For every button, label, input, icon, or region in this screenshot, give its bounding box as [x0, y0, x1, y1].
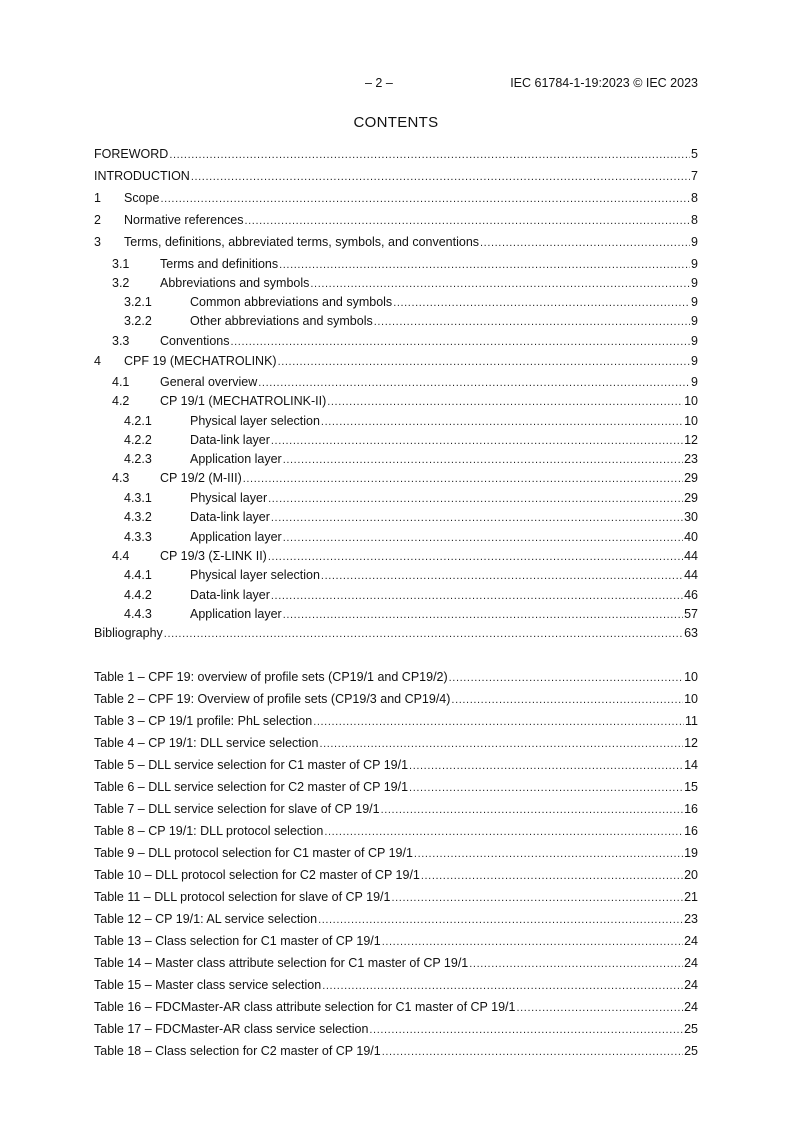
toc-entry-4-3-3[interactable] [94, 529, 698, 545]
dot-leader [164, 626, 683, 642]
toc-entry-4-4[interactable] [94, 548, 698, 564]
toc-entry-bibliography[interactable] [94, 625, 698, 641]
toc-entry-page: 9 [691, 295, 698, 309]
table-list-entry[interactable] [94, 779, 698, 795]
toc-entry-number: 1 [94, 191, 101, 205]
table-list-entry[interactable] [94, 757, 698, 773]
table-entry-page: 24 [684, 978, 698, 992]
table-entry-page: 12 [684, 736, 698, 750]
toc-entry-text: Application layer [190, 607, 282, 621]
table-entry-text: Table 9 – DLL protocol selection for C1 master of CP 19/1 [94, 846, 413, 860]
dot-leader [409, 780, 683, 796]
dot-leader [369, 1022, 683, 1038]
toc-entry-page: 30 [684, 510, 698, 524]
toc-entry-page: 9 [691, 375, 698, 389]
toc-entry-number: 4 [94, 354, 101, 368]
toc-entry-text: Physical layer selection [190, 414, 320, 428]
toc-entry-text: Bibliography [94, 626, 163, 640]
toc-entry-text: CPF 19 (MECHATROLINK) [124, 354, 277, 368]
standard-reference: IEC 61784-1-19:2023 © IEC 2023 [510, 76, 698, 90]
table-list-entry[interactable] [94, 691, 698, 707]
dot-leader [160, 191, 690, 207]
toc-entry-4-4-1[interactable] [94, 567, 698, 583]
toc-entry-number: 4.4.3 [124, 607, 152, 621]
toc-entry-number: 4.2.2 [124, 433, 152, 447]
toc-entry-page: 46 [684, 588, 698, 602]
toc-entry-1[interactable] [94, 190, 698, 206]
toc-entry-page: 10 [684, 414, 698, 428]
page-title: CONTENTS [353, 114, 439, 131]
table-list-entry[interactable] [94, 823, 698, 839]
toc-entry-number: 4.3 [112, 471, 130, 485]
table-list-entry[interactable] [94, 801, 698, 817]
toc-entry-number: 4.3.3 [124, 530, 152, 544]
toc-entry-3[interactable] [94, 234, 698, 250]
table-entry-page: 24 [684, 956, 698, 970]
toc-entry-number: 4.2.3 [124, 452, 152, 466]
toc-entry-introduction[interactable] [94, 168, 698, 184]
dot-leader [245, 213, 691, 229]
toc-entry-2[interactable] [94, 212, 698, 228]
toc-entry-page: 12 [684, 433, 698, 447]
table-entry-text: Table 17 – FDCMaster-AR class service selection [94, 1022, 369, 1036]
toc-entry-page: 63 [684, 626, 698, 640]
dot-leader [516, 1000, 683, 1016]
dot-leader [469, 956, 683, 972]
dot-leader [374, 314, 690, 330]
table-list-entry[interactable] [94, 735, 698, 751]
toc-entry-text: Terms and definitions [160, 257, 279, 271]
table-entry-page: 15 [684, 780, 698, 794]
dot-leader [409, 758, 683, 774]
dot-leader [319, 736, 683, 752]
toc-entry-text: FOREWORD [94, 147, 169, 161]
table-entry-page: 23 [684, 912, 698, 926]
toc-entry-page: 44 [684, 568, 698, 582]
table-entry-page: 16 [684, 824, 698, 838]
toc-entry-number: 3.2.1 [124, 295, 152, 309]
toc-entry-text: Data-link layer [190, 588, 270, 602]
toc-entry-4-1[interactable] [94, 374, 698, 390]
dot-leader [169, 147, 690, 163]
table-entry-text: Table 16 – FDCMaster-AR class attribute selection for C1 master of CP 19/1 [94, 1000, 516, 1014]
toc-entry-number: 3.3 [112, 334, 130, 348]
toc-entry-text: Abbreviations and symbols [160, 276, 310, 290]
toc-entry-text: Conventions [160, 334, 230, 348]
table-entry-page: 24 [684, 1000, 698, 1014]
dot-leader [231, 334, 691, 350]
table-list-entry[interactable] [94, 911, 698, 927]
table-entry-text: Table 6 – DLL service selection for C2 master of CP 19/1 [94, 780, 409, 794]
dot-leader [318, 912, 683, 928]
dot-leader [321, 568, 683, 584]
table-entry-page: 10 [684, 692, 698, 706]
toc-entry-text: Physical layer selection [190, 568, 320, 582]
table-list-entry[interactable] [94, 1043, 698, 1059]
table-entry-page: 21 [684, 890, 698, 904]
toc-entry-3-1[interactable] [94, 256, 698, 272]
toc-entry-page: 10 [684, 394, 698, 408]
toc-entry-number: 4.4.1 [124, 568, 152, 582]
toc-entry-page: 8 [691, 191, 698, 205]
toc-entry-page: 9 [691, 334, 698, 348]
toc-entry-page: 9 [691, 235, 698, 249]
toc-entry-text: CP 19/1 (MECHATROLINK-II) [160, 394, 327, 408]
table-entry-text: Table 2 – CPF 19: Overview of profile sets (CP19/3 and CP19/4) [94, 692, 451, 706]
dot-leader [283, 452, 683, 468]
toc-entry-4-2[interactable] [94, 393, 698, 409]
toc-entry-3-2[interactable] [94, 275, 698, 291]
toc-entry-page: 44 [684, 549, 698, 563]
toc-entry-4-4-3[interactable] [94, 606, 698, 622]
dot-leader [449, 670, 683, 686]
table-entry-page: 24 [684, 934, 698, 948]
dot-leader [391, 890, 683, 906]
table-entry-page: 16 [684, 802, 698, 816]
table-list-entry[interactable] [94, 867, 698, 883]
page-header [94, 76, 698, 92]
toc-entry-text: Data-link layer [190, 510, 270, 524]
dot-leader [271, 433, 683, 449]
toc-entry-number: 2 [94, 213, 101, 227]
dot-leader [243, 471, 683, 487]
page-number: – 2 – [365, 76, 393, 90]
table-entry-text: Table 18 – Class selection for C2 master of CP 19/1 [94, 1044, 381, 1058]
table-entry-text: Table 14 – Master class attribute selection for C1 master of CP 19/1 [94, 956, 469, 970]
dot-leader [321, 414, 683, 430]
dot-leader [421, 868, 683, 884]
toc-entry-number: 4.2.1 [124, 414, 152, 428]
table-entry-page: 25 [684, 1022, 698, 1036]
toc-entry-4[interactable] [94, 353, 698, 369]
toc-entry-page: 9 [691, 314, 698, 328]
toc-entry-text: Common abbreviations and symbols [190, 295, 393, 309]
toc-entry-number: 3 [94, 235, 101, 249]
table-entry-text: Table 7 – DLL service selection for slave of CP 19/1 [94, 802, 380, 816]
toc-entry-page: 9 [691, 257, 698, 271]
dot-leader [271, 510, 683, 526]
dot-leader [191, 169, 690, 185]
toc-entry-text: Physical layer [190, 491, 268, 505]
toc-entry-3-3[interactable] [94, 333, 698, 349]
table-list-entry[interactable] [94, 845, 698, 861]
toc-entry-number: 4.1 [112, 375, 130, 389]
toc-entry-3-2-1[interactable] [94, 294, 698, 310]
dot-leader [327, 394, 683, 410]
dot-leader [382, 1044, 683, 1060]
dot-leader [322, 978, 683, 994]
toc-entry-page: 9 [691, 354, 698, 368]
toc-entry-page: 5 [691, 147, 698, 161]
table-entry-page: 25 [684, 1044, 698, 1058]
table-entry-text: Table 12 – CP 19/1: AL service selection [94, 912, 318, 926]
table-entry-text: Table 4 – CP 19/1: DLL service selection [94, 736, 319, 750]
toc-entry-number: 4.3.1 [124, 491, 152, 505]
toc-entry-text: CP 19/3 (Σ-LINK II) [160, 549, 267, 563]
table-entry-text: Table 13 – Class selection for C1 master of CP 19/1 [94, 934, 381, 948]
toc-entry-text: INTRODUCTION [94, 169, 190, 183]
table-entry-text: Table 5 – DLL service selection for C1 master of CP 19/1 [94, 758, 409, 772]
table-entry-page: 11 [685, 714, 698, 728]
toc-entry-page: 40 [684, 530, 698, 544]
dot-leader [310, 276, 690, 292]
table-entry-page: 20 [684, 868, 698, 882]
toc-entry-text: General overview [160, 375, 258, 389]
table-entry-text: Table 8 – CP 19/1: DLL protocol selection [94, 824, 324, 838]
dot-leader [279, 257, 690, 273]
table-entry-text: Table 1 – CPF 19: overview of profile sets (CP19/1 and CP19/2) [94, 670, 448, 684]
toc-entry-page: 7 [691, 169, 698, 183]
toc-entry-4-3-1[interactable] [94, 490, 698, 506]
toc-entry-4-2-1[interactable] [94, 413, 698, 429]
toc-entry-4-3[interactable] [94, 470, 698, 486]
table-list-entry[interactable] [94, 999, 698, 1015]
dot-leader [258, 375, 690, 391]
toc-entry-4-2-3[interactable] [94, 451, 698, 467]
table-entry-text: Table 11 – DLL protocol selection for slave of CP 19/1 [94, 890, 391, 904]
dot-leader [324, 824, 683, 840]
dot-leader [283, 530, 683, 546]
toc-entry-page: 9 [691, 276, 698, 290]
toc-entry-4-4-2[interactable] [94, 587, 698, 603]
toc-entry-text: Scope [124, 191, 160, 205]
toc-entry-text: Other abbreviations and symbols [190, 314, 373, 328]
table-entry-page: 10 [684, 670, 698, 684]
dot-leader [271, 588, 683, 604]
table-list-entry[interactable] [94, 977, 698, 993]
toc-entry-text: Application layer [190, 530, 282, 544]
toc-entry-page: 29 [684, 491, 698, 505]
toc-entry-page: 57 [684, 607, 698, 621]
dot-leader [381, 802, 684, 818]
table-list-entry[interactable] [94, 933, 698, 949]
toc-entry-number: 4.4 [112, 549, 130, 563]
dot-leader [382, 934, 683, 950]
toc-entry-number: 3.2 [112, 276, 130, 290]
toc-entry-number: 3.2.2 [124, 314, 152, 328]
table-entry-page: 14 [684, 758, 698, 772]
dot-leader [393, 295, 690, 311]
toc-entry-number: 4.2 [112, 394, 130, 408]
table-list-entry[interactable] [94, 713, 698, 729]
table-list-entry[interactable] [94, 669, 698, 685]
dot-leader [268, 491, 683, 507]
table-entry-text: Table 10 – DLL protocol selection for C2 master of CP 19/1 [94, 868, 420, 882]
toc-entry-page: 23 [684, 452, 698, 466]
dot-leader [414, 846, 683, 862]
dot-leader [451, 692, 683, 708]
toc-entry-page: 29 [684, 471, 698, 485]
table-list-entry[interactable] [94, 889, 698, 905]
toc-entry-foreword[interactable] [94, 146, 698, 162]
toc-entry-4-3-2[interactable] [94, 509, 698, 525]
toc-entry-3-2-2[interactable] [94, 313, 698, 329]
table-list-entry[interactable] [94, 1021, 698, 1037]
dot-leader [268, 549, 683, 565]
toc-entry-text: Normative references [124, 213, 244, 227]
dot-leader [278, 354, 690, 370]
dot-leader [480, 235, 690, 251]
table-list-entry[interactable] [94, 955, 698, 971]
toc-entry-number: 4.3.2 [124, 510, 152, 524]
toc-entry-text: Application layer [190, 452, 282, 466]
dot-leader [283, 607, 683, 623]
toc-entry-text: Terms, definitions, abbreviated terms, symbols, and conventions [124, 235, 480, 249]
table-entry-text: Table 3 – CP 19/1 profile: PhL selection [94, 714, 313, 728]
toc-entry-text: CP 19/2 (M-III) [160, 471, 242, 485]
toc-entry-number: 3.1 [112, 257, 130, 271]
toc-entry-page: 8 [691, 213, 698, 227]
table-entry-text: Table 15 – Master class service selection [94, 978, 322, 992]
table-entry-page: 19 [684, 846, 698, 860]
toc-entry-4-2-2[interactable] [94, 432, 698, 448]
toc-entry-number: 4.4.2 [124, 588, 152, 602]
toc-entry-text: Data-link layer [190, 433, 270, 447]
dot-leader [313, 714, 684, 730]
